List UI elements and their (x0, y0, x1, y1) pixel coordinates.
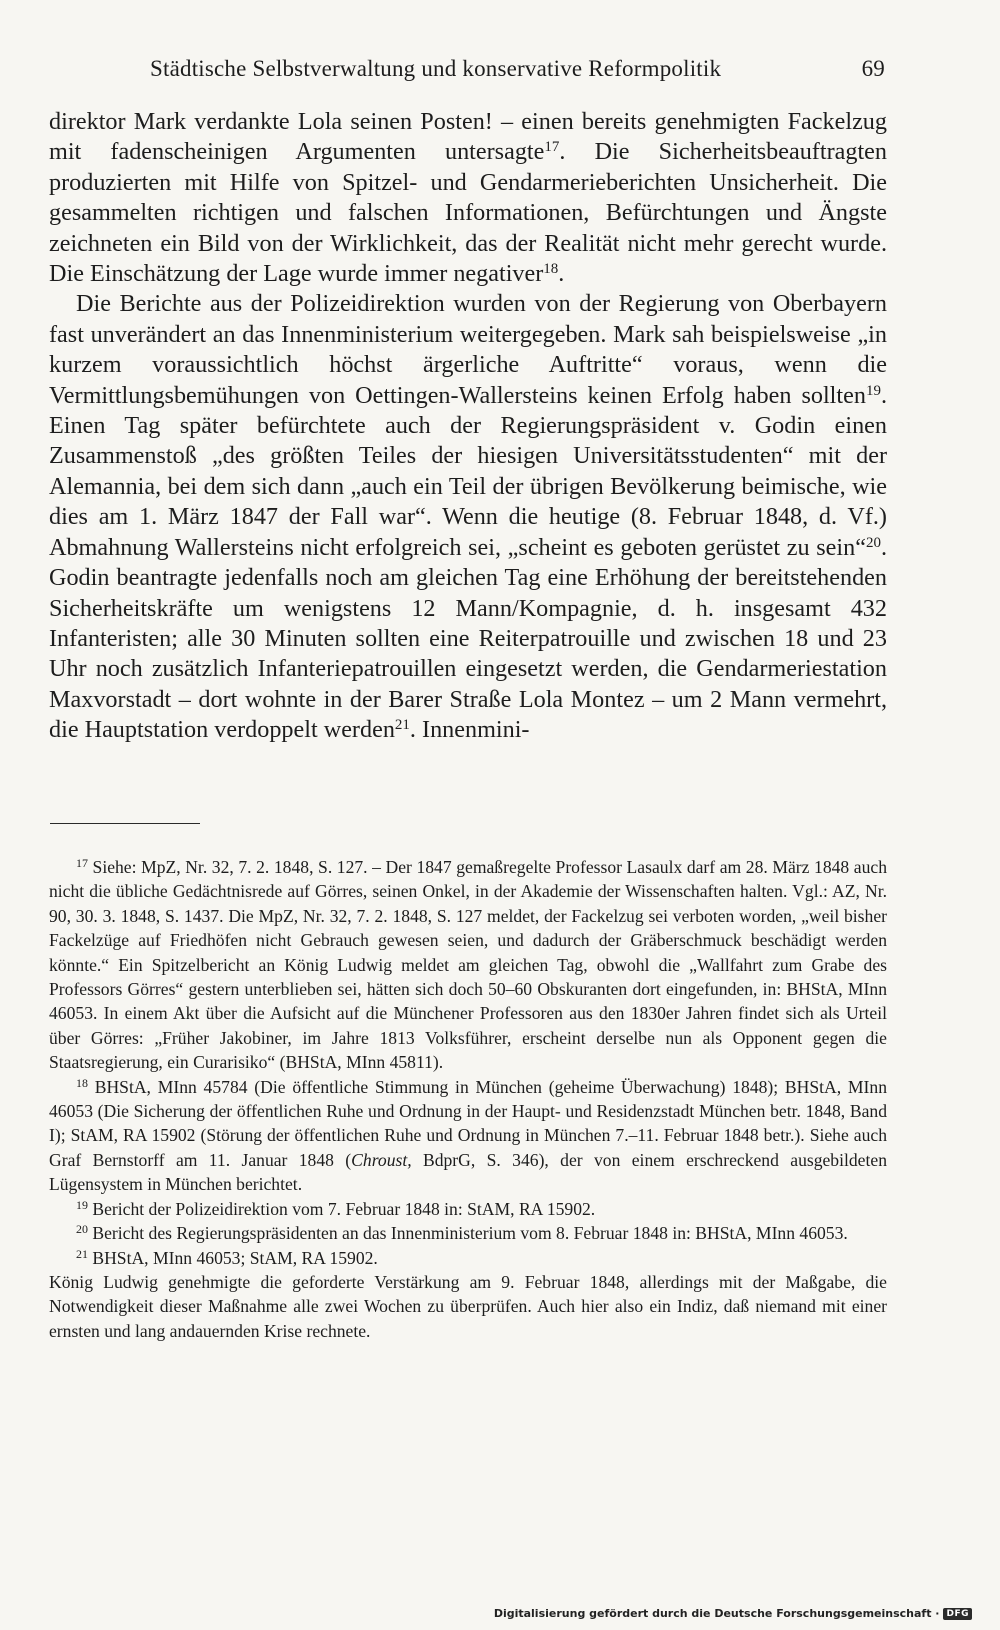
footnote-separator (50, 823, 200, 824)
text-run: Die Berichte aus der Polizeidirektion wurden von der Regierung von Oberbayern fast unverändert an das Innenministerium weitergegeben. Mark sah beispielsweise „in kurzem voraussichtlich höchst ärgerliche Auftritte“ voraus, wenn die Vermittlungsbemühungen von Oettingen-Wallersteins keinen Erfolg haben sollten (49, 290, 887, 409)
paragraph-2 (49, 289, 887, 745)
italic-author: Chroust, (351, 1149, 412, 1170)
text-run: . Die Sicherheitsbeauftragten produzierten mit Hilfe von Spitzel- und Gendarmerieberichten Unsicherheit. Die gesammelten richtigen und falschen Informationen, Befürchtungen und Ängste zeichneten ein Bild von der Wirklichkeit, das der Realität nicht mehr gerecht wurde. Die Einschätzung der Lage wurde immer negativer (49, 138, 888, 288)
footnote-ref-18[interactable]: 18 (543, 260, 559, 277)
running-header (150, 50, 885, 90)
text-run: . (558, 260, 565, 288)
footnote-text: Bericht der Polizeidirektion vom 7. Februar 1848 in: StAM, RA 15902. (92, 1198, 596, 1219)
footnote-18 (49, 1075, 887, 1197)
text-run: . Innenmini- (409, 716, 530, 744)
page-number: 69 (861, 56, 885, 81)
footnote-ref-17[interactable]: 17 (544, 139, 560, 156)
credit-text: Digitalisierung gefördert durch die Deutsche Forschungsgemeinschaft · (493, 1607, 940, 1620)
footnote-number: 18 (76, 1075, 88, 1090)
footnote-text: BHStA, MInn 45784 (Die öffentliche Stimmung in München (geheime Überwachung) 1848); BHStA, MInn 46053 (Die Sicherung der öffentlichen Ruhe und Ordnung in der Haupt- und Residenzstadt München betr. 1848, Band I); StAM, RA 15902 (Störung der öffentlichen Ruhe und Ordnung in München 7.–11. Februar 1848 betr.). Siehe auch Graf Bernstorff am 11. Januar 1848 ( (49, 1076, 887, 1170)
footnote-21 (49, 1246, 887, 1270)
footnote-ref-19[interactable]: 19 (865, 382, 881, 399)
footnote-text: BHStA, MInn 46053; StAM, RA 15902. (92, 1247, 378, 1268)
text-run: direktor Mark verdankte Lola seinen Posten! – einen bereits genehmigten Fackelzug mit fadenscheinigen Argumenten untersagte (49, 108, 887, 166)
digitization-credit (494, 1607, 972, 1620)
footnote-ref-20[interactable]: 20 (865, 534, 881, 551)
main-text (49, 107, 887, 746)
footnote-number: 21 (76, 1246, 88, 1261)
text-run: . Godin beantragte jedenfalls noch am gleichen Tag eine Erhöhung der bereitstehenden Sicherheitskräfte um wenigstens 12 Mann/Kompagnie, d. h. insgesamt 432 Infanteristen; alle 30 Minuten sollten eine Reiterpatrouille und zwischen 18 und 23 Uhr noch zusätzlich Infanteriepatrouillen eingesetzt werden, die Gendarmeriestation Maxvorstadt – dort wohnte in der Barer Straße Lola Montez – um 2 Mann vermehrt, die Hauptstation verdoppelt werden (49, 533, 887, 744)
footnote-ref-21[interactable]: 21 (394, 716, 410, 733)
footnote-text: Siehe: MpZ, Nr. 32, 7. 2. 1848, S. 127. – Der 1847 gemaßregelte Professor Lasaulx darf am 28. März 1848 auch nicht die übliche Gedächtnisrede auf Görres, seinen Onkel, in der Akademie der Wissenschaften halten. Vgl.: AZ, Nr. 90, 30. 3. 1848, S. 1437. Die MpZ, Nr. 32, 7. 2. 1848, S. 127 meldet, der Fackelzug sei verboten worden, „weil bisher Fackelzüge auf Friedhöfen nicht Gebrauch gewesen seien, und dadurch der Gräberschmuck beschädigt werden könnte.“ Ein Spitzelbericht an König Ludwig meldet am gleichen Tag, obwohl die „Wallfahrt zum Grabe des Professors Görres“ gestern unterblieben sei, hätten sich doch 50–60 Obskuranten dort eingefunden, in: BHStA, MInn 46053. In einem Akt über die Aufsicht auf die Münchener Professoren aus den 1830er Jahren findet sich als Urteil über Görres: „Früher Jakobiner, im Jahre 1813 Volksführer, erscheint derselbe nun als Opponent gegen die Staatsregierung, ein Curarisiko“ (BHStA, MInn 45811). (49, 857, 887, 1073)
footnote-number: 20 (76, 1222, 88, 1237)
paragraph-1 (49, 107, 887, 289)
footnote-21-continuation: König Ludwig genehmigte die geforderte Verstärkung am 9. Februar 1848, allerdings mit der Maßgabe, die Notwendigkeit dieser Maßnahme alle zwei Wochen zu überprüfen. Auch hier also ein Indiz, daß niemand mit einer ernsten und lang andauernden Krise rechnete. (49, 1271, 887, 1341)
footnote-20 (49, 1221, 887, 1245)
running-title: Städtische Selbstverwaltung und konservative Reformpolitik (150, 56, 722, 81)
footnote-text: BdprG, S. 346), der von einem erschreckend ausgebildeten Lügensystem in München berichtet. (49, 1149, 887, 1195)
text-run: . Einen Tag später befürchtete auch der Regierungspräsident v. Godin einen Zusammenstoß „des größten Teiles der hiesigen Universitätsstudenten“ mit der Alemannia, bei dem sich dann „auch ein Teil der übrigen Bevölkerung beimische, wie dies am 1. März 1847 der Fall war“. Wenn die heutige (8. Februar 1848, d. Vf.) Abmahnung Wallersteins nicht erfolgreich sei, „scheint es geboten gerüstet zu sein“ (49, 381, 887, 561)
footnote-text: Bericht des Regierungspräsidenten an das Innenministerium vom 8. Februar 1848 in: BHStA, MInn 46053. (92, 1223, 848, 1244)
footnote-number: 17 (76, 856, 88, 871)
footnote-17 (49, 855, 887, 1075)
dfg-logo-icon: DFG (943, 1608, 972, 1620)
footnote-19 (49, 1197, 887, 1221)
footnote-number: 19 (76, 1197, 88, 1212)
footnotes (49, 855, 887, 1343)
